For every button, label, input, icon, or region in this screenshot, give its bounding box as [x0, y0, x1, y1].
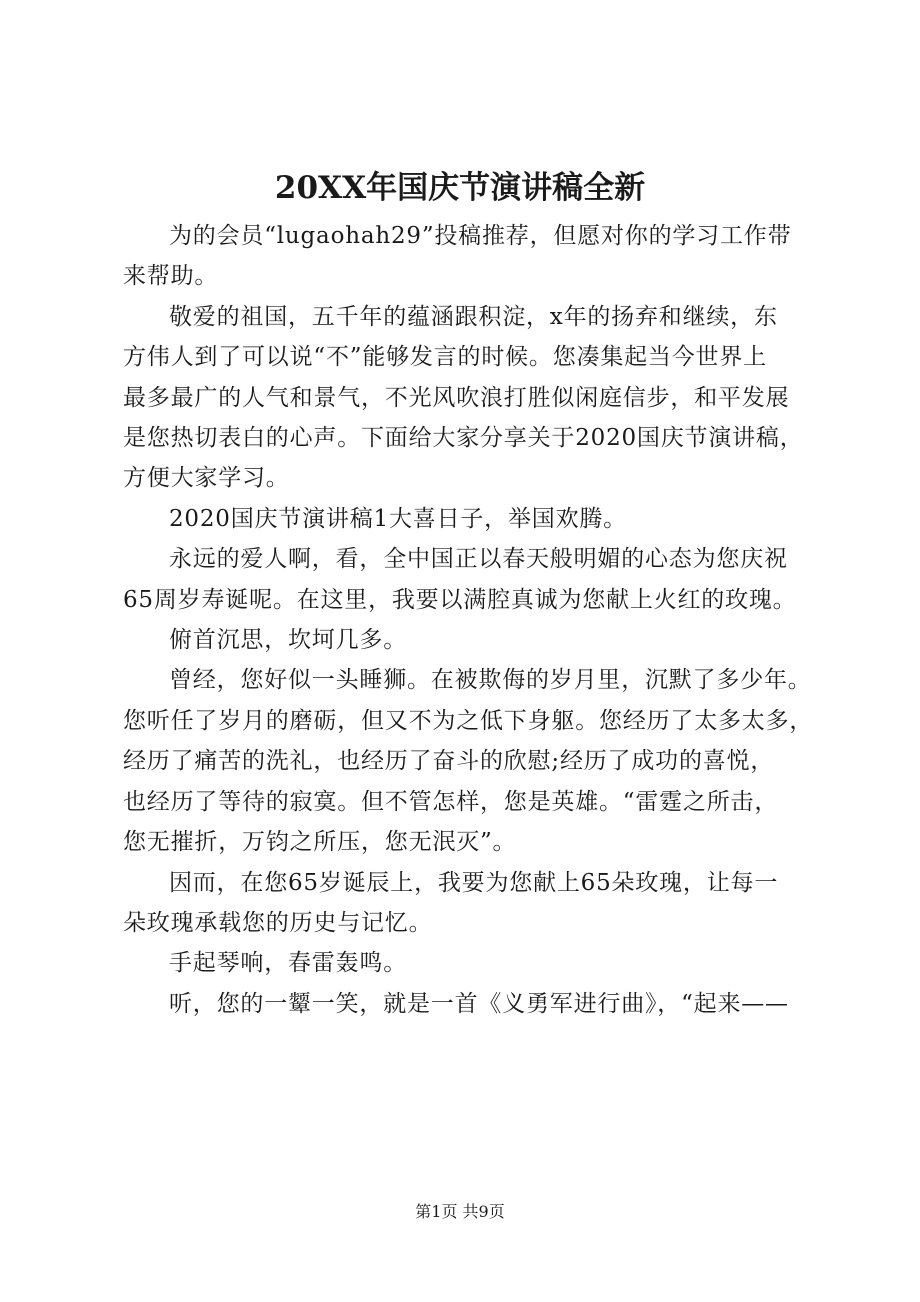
page-number-footer: 第1页 共9页	[415, 1202, 505, 1221]
text-line: 来帮助。	[123, 263, 219, 290]
text-line: 朵玫瑰承载您的历史与记忆。	[123, 909, 433, 936]
text-line: 65周岁寿诞呢。在这里，我要以满腔真诚为您献上火红的玫瑰。	[123, 586, 797, 613]
text-line: 方便大家学习。	[123, 465, 290, 492]
text-line: 方伟人到了可以说“不”能够发言的时候。您凑集起当今世界上	[123, 344, 767, 371]
text-line: 最多最广的人气和景气，不光风吹浪打胜似闲庭信步，和平发展	[123, 384, 790, 411]
paragraph	[123, 539, 803, 620]
text-line: 因而，在您65岁诞辰上，我要为您献上65朵玫瑰，让每一	[169, 869, 779, 896]
document-body	[123, 216, 814, 1024]
paragraph	[123, 499, 803, 539]
text-line: 俯首沉思，坎坷几多。	[169, 627, 407, 654]
text-line: 曾经，您好似一头睡狮。在被欺侮的岁月里，沉默了多少年。	[169, 667, 812, 694]
paragraph	[123, 660, 814, 862]
text-line: 是您热切表白的心声。下面给大家分享关于2020国庆节演讲稿，	[123, 425, 804, 452]
text-line: 敬爱的祖国，五千年的蕴涵跟积淀，x年的扬弃和继续，东	[169, 303, 778, 330]
paragraph	[123, 943, 803, 983]
text-line: 您听任了岁月的磨砺，但又不为之低下身躯。您经历了太多太多，	[123, 707, 814, 734]
paragraph	[123, 863, 803, 944]
paragraph	[123, 620, 803, 660]
text-line: 2020国庆节演讲稿1大喜日子，举国欢腾。	[169, 505, 627, 532]
paragraph	[123, 297, 803, 499]
text-line: 手起琴响，春雷轰鸣。	[169, 950, 407, 977]
text-line: 也经历了等待的寂寞。但不管怎样，您是英雄。“雷霆之所击，	[123, 788, 779, 815]
text-line: 听，您的一颦一笑，就是一首《义勇军进行曲》，“起来——	[169, 990, 789, 1017]
paragraph	[123, 216, 803, 297]
paragraph	[123, 984, 803, 1024]
text-line: 经历了痛苦的洗礼，也经历了奋斗的欣慰;经历了成功的喜悦，	[123, 748, 775, 775]
text-line: 为的会员“lugaohah29”投稿推荐，但愿对你的学习工作带	[169, 223, 792, 249]
document-title: 20XX年国庆节演讲稿全新	[274, 170, 646, 206]
text-line: 永远的爱人啊，看，全中国正以春天般明媚的心态为您庆祝	[169, 546, 788, 573]
text-line: 您无摧折，万钧之所压，您无泯灭”。	[123, 829, 517, 856]
